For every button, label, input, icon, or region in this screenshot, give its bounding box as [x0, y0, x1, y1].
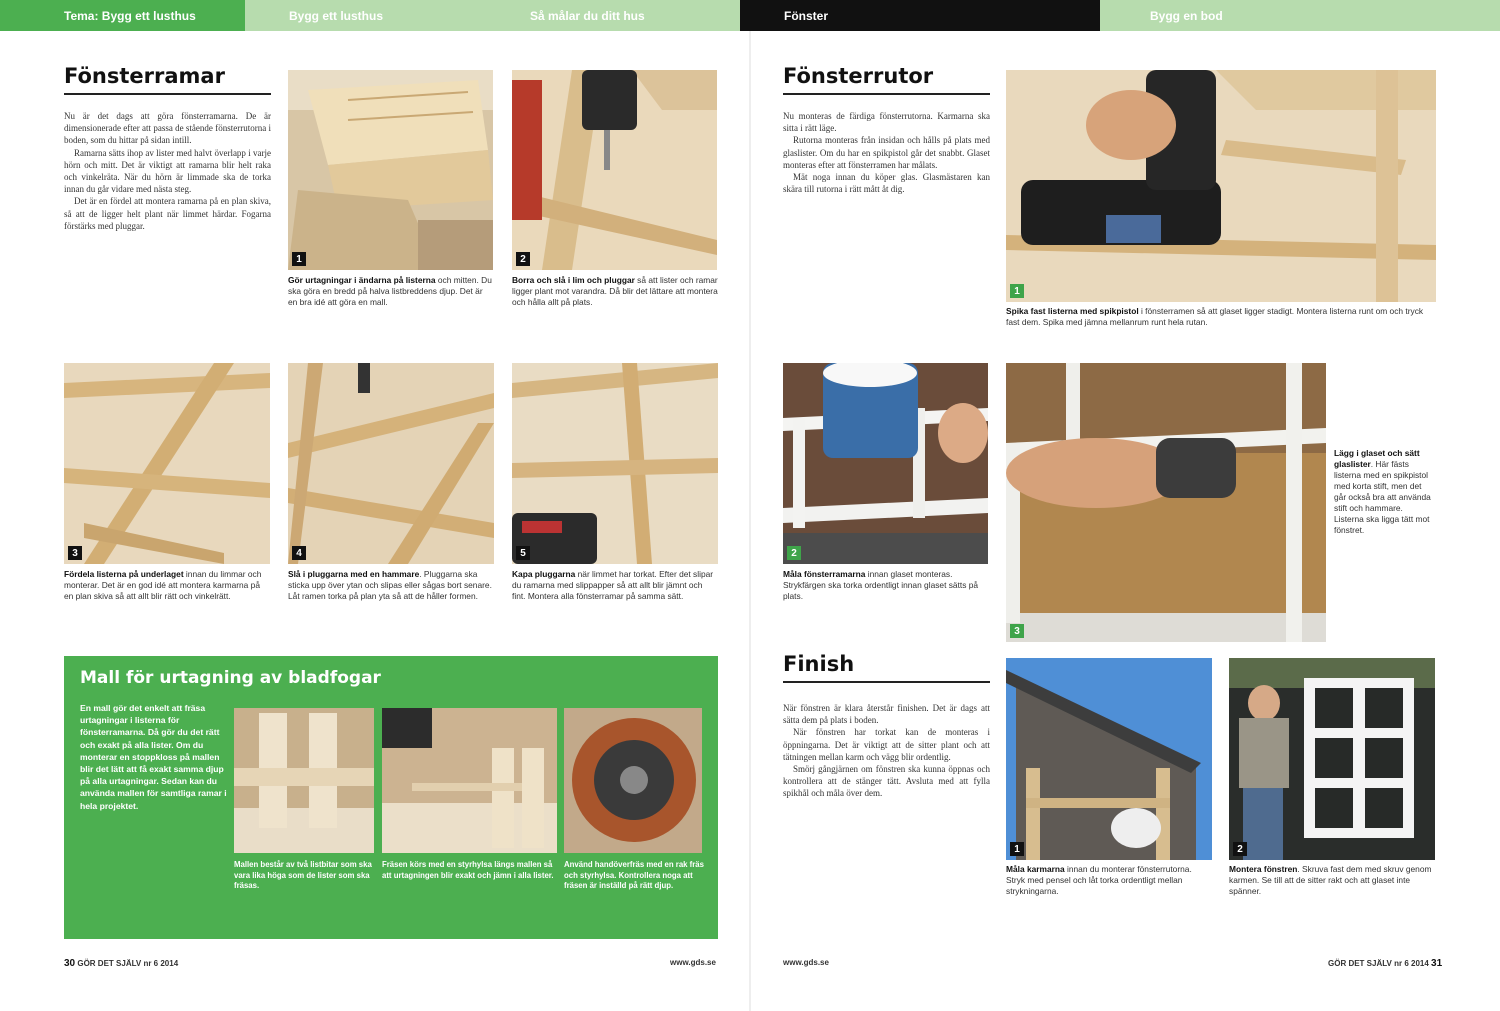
right-step-photo-3	[1006, 363, 1326, 642]
step-number: 2	[516, 252, 530, 266]
step-photo-1	[288, 70, 493, 270]
step-photo-2	[512, 70, 717, 270]
step-number: 1	[1010, 842, 1024, 856]
left-footer-url: www.gds.se	[670, 958, 716, 967]
drilling-photo	[512, 70, 717, 270]
left-footer	[64, 958, 178, 969]
wood-joint-photo	[288, 70, 493, 270]
routing-photo	[382, 708, 557, 853]
step-number: 2	[787, 546, 801, 560]
section-nav	[0, 0, 1500, 31]
box-caption-3: Använd handöverfräs med en rak fräs och styrhylsa. Kontrollera noga att fräsen är inställd på rätt djup.	[564, 860, 704, 890]
nav-segment-theme: Tema: Bygg ett lusthus	[0, 0, 245, 31]
paragraph: Det är en fördel att montera ramarna på en plan skiva, så att de ligger helt plant när limmet härdar. Fogarna förstärks med pluggar.	[64, 196, 271, 231]
magazine-name: GÖR DET SJÄLV	[1328, 959, 1392, 968]
step-photo-4	[288, 363, 494, 564]
finish-photo-2	[1229, 658, 1435, 860]
cutting-pegs-photo	[512, 363, 718, 564]
box-photo-1	[234, 708, 374, 853]
paragraph: Mät noga innan du köper glas. Glasmästaren kan skära till rutorna i rätt mått åt dig.	[783, 172, 990, 195]
magazine-name: GÖR DET SJÄLV	[77, 959, 142, 968]
step-caption-5: Kapa pluggarna när limmet har torkat. Efter det slipar du ramarna med slippapper så att allt blir jämnt och fint. Montera alla fönsterramar på samma sätt.	[512, 569, 714, 601]
step-number: 4	[292, 546, 306, 560]
finish-photo-1	[1006, 658, 1212, 860]
info-box-title: Mall för urtagning av bladfogar	[80, 668, 381, 688]
box-caption-2: Fräsen körs med en styrhylsa längs mallen så att urtagningen blir exakt och jämn i alla lister.	[382, 860, 554, 880]
box-photo-3	[564, 708, 702, 853]
nav-segment-active: Fönster	[740, 0, 1100, 31]
frame-layout-photo	[64, 363, 270, 564]
left-body-text	[64, 110, 271, 232]
template-info-box	[64, 656, 718, 939]
router-closeup-photo	[564, 708, 702, 853]
paragraph: Nu är det dags att göra fönsterramarna. De är dimensionerade efter att passa de stående fönsterrutorna i boden, som du hittar på sidan intill.	[64, 111, 271, 146]
right-section-title: Fönsterrutor	[783, 64, 990, 95]
nav-segment-3: Så målar du ditt hus	[490, 0, 740, 31]
step-photo-5	[512, 363, 718, 564]
painting-frame-photo	[783, 363, 988, 564]
issue-label: nr 6 2014	[1394, 959, 1429, 968]
finish-caption-1: Måla karmarna innan du monterar fönsterrutorna. Stryk med pensel och låt torka ordentligt mellan strykningarna.	[1006, 864, 1192, 896]
paragraph: Smörj gångjärnen om fönstren ska kunna öppnas och kontrollera att de stänger tätt. Avsluta med att fylla spikhål och måla över dem.	[783, 764, 990, 799]
nav-segment-5: Bygg en bod	[1100, 0, 1500, 31]
finish-caption-2: Montera fönstren. Skruva fast dem med skruv genom karmen. Se till att de sitter rakt och att glaset inte spänner.	[1229, 864, 1432, 896]
page-number: 30	[64, 958, 76, 969]
right-step-caption-2: Måla fönsterramarna innan glaset monteras. Strykfärgen ska torka ordentligt innan glaset sätts på plats.	[783, 569, 979, 601]
nav-segment-2: Bygg ett lusthus	[245, 0, 490, 31]
right-footer-url: www.gds.se	[783, 958, 829, 967]
finish-section-title: Finish	[783, 652, 990, 683]
step-number: 3	[1010, 624, 1024, 638]
page-gutter	[749, 31, 751, 1011]
right-footer	[1328, 958, 1442, 969]
router-template-photo	[234, 708, 374, 853]
issue-label: nr 6 2014	[143, 959, 179, 968]
paragraph: När fönstren har torkat kan de monteras i öppningarna. Det är viktigt att de sitter plant och att tätningen mellan karm och vägg blir ordentlig.	[783, 727, 990, 762]
right-step-caption-3: Lägg i glaset och sätt glaslister. Här fästs listerna med en spikpistol med korta stift, men det går också bra att använda stift och hammare. Listerna ska ligga tätt mot fönstret.	[1334, 448, 1431, 535]
window-mounting-photo	[1229, 658, 1435, 860]
step-caption-1: Gör urtagningar i ändarna på listerna och mitten. Du ska göra en bredd på halva listbreddens djup. Det är en bra idé att göra en mall.	[288, 275, 492, 307]
step-number: 2	[1233, 842, 1247, 856]
right-body-text	[783, 110, 990, 195]
glazing-photo	[1006, 363, 1326, 642]
paragraph: Rutorna monteras från insidan och hålls på plats med glaslister. Om du har en spikpistol går det snabbt. Glaset monteras efter att fönsterramen har målats.	[783, 135, 990, 170]
hammering-pegs-photo	[288, 363, 494, 564]
finish-body-text	[783, 702, 990, 800]
paragraph: När fönstren är klara återstår finishen. Det är dags att sätta dem på plats i boden.	[783, 703, 990, 726]
step-number: 3	[68, 546, 82, 560]
right-step-caption-1: Spika fast listerna med spikpistol i fönsterramen så att glaset ligger stadigt. Montera listerna runt om och tryck fast dem. Spika med jämna mellanrum runt hela rutan.	[1006, 306, 1424, 327]
left-section-title: Fönsterramar	[64, 64, 271, 95]
nail-gun-photo	[1006, 70, 1436, 302]
info-box-text: En mall gör det enkelt att fräsa urtagningar i listerna för fönsterramarna. Då gör du det rätt och exakt på alla lister. Om du monterar en stoppkloss på mallen blir det lätt att få exakt samma djup på alla urtagningar. Sedan kan du använda mallen för samtliga ramar i hela projektet.	[80, 703, 227, 811]
paragraph: Ramarna sätts ihop av lister med halvt överlapp i varje hörn och mitt. Det är viktigt att ramarna blir helt raka och vinkelräta. När du hörn är limmade ska de torka innan du går vidare med nästa steg.	[64, 147, 271, 195]
step-number: 5	[516, 546, 530, 560]
box-photo-2	[382, 708, 557, 853]
page-number: 31	[1431, 958, 1443, 969]
step-number: 1	[292, 252, 306, 266]
step-number: 1	[1010, 284, 1024, 298]
step-caption-2: Borra och slå i lim och pluggar så att lister och ramar ligger plant mot varandra. Då blir det lättare att montera och hålla allt på plats.	[512, 275, 718, 307]
step-caption-3: Fördela listerna på underlaget innan du limmar och monterar. Det är en god idé att montera karmarna på en plan skiva så att allt blir rätt och vinkelrätt.	[64, 569, 262, 601]
step-photo-3	[64, 363, 270, 564]
box-caption-1: Mallen består av två listbitar som ska vara lika höga som de lister som ska fräsas.	[234, 860, 372, 890]
step-caption-4: Slå i pluggarna med en hammare. Pluggarna ska sticka upp över ytan och slipas eller sågas bort senare. Låt ramen torka på plan yta så att de håller formen.	[288, 569, 492, 601]
right-step-photo-1	[1006, 70, 1436, 302]
right-step-photo-2	[783, 363, 988, 564]
paragraph: Nu monteras de färdiga fönsterrutorna. Karmarna ska sitta i rätt läge.	[783, 111, 990, 134]
shed-painting-photo	[1006, 658, 1212, 860]
